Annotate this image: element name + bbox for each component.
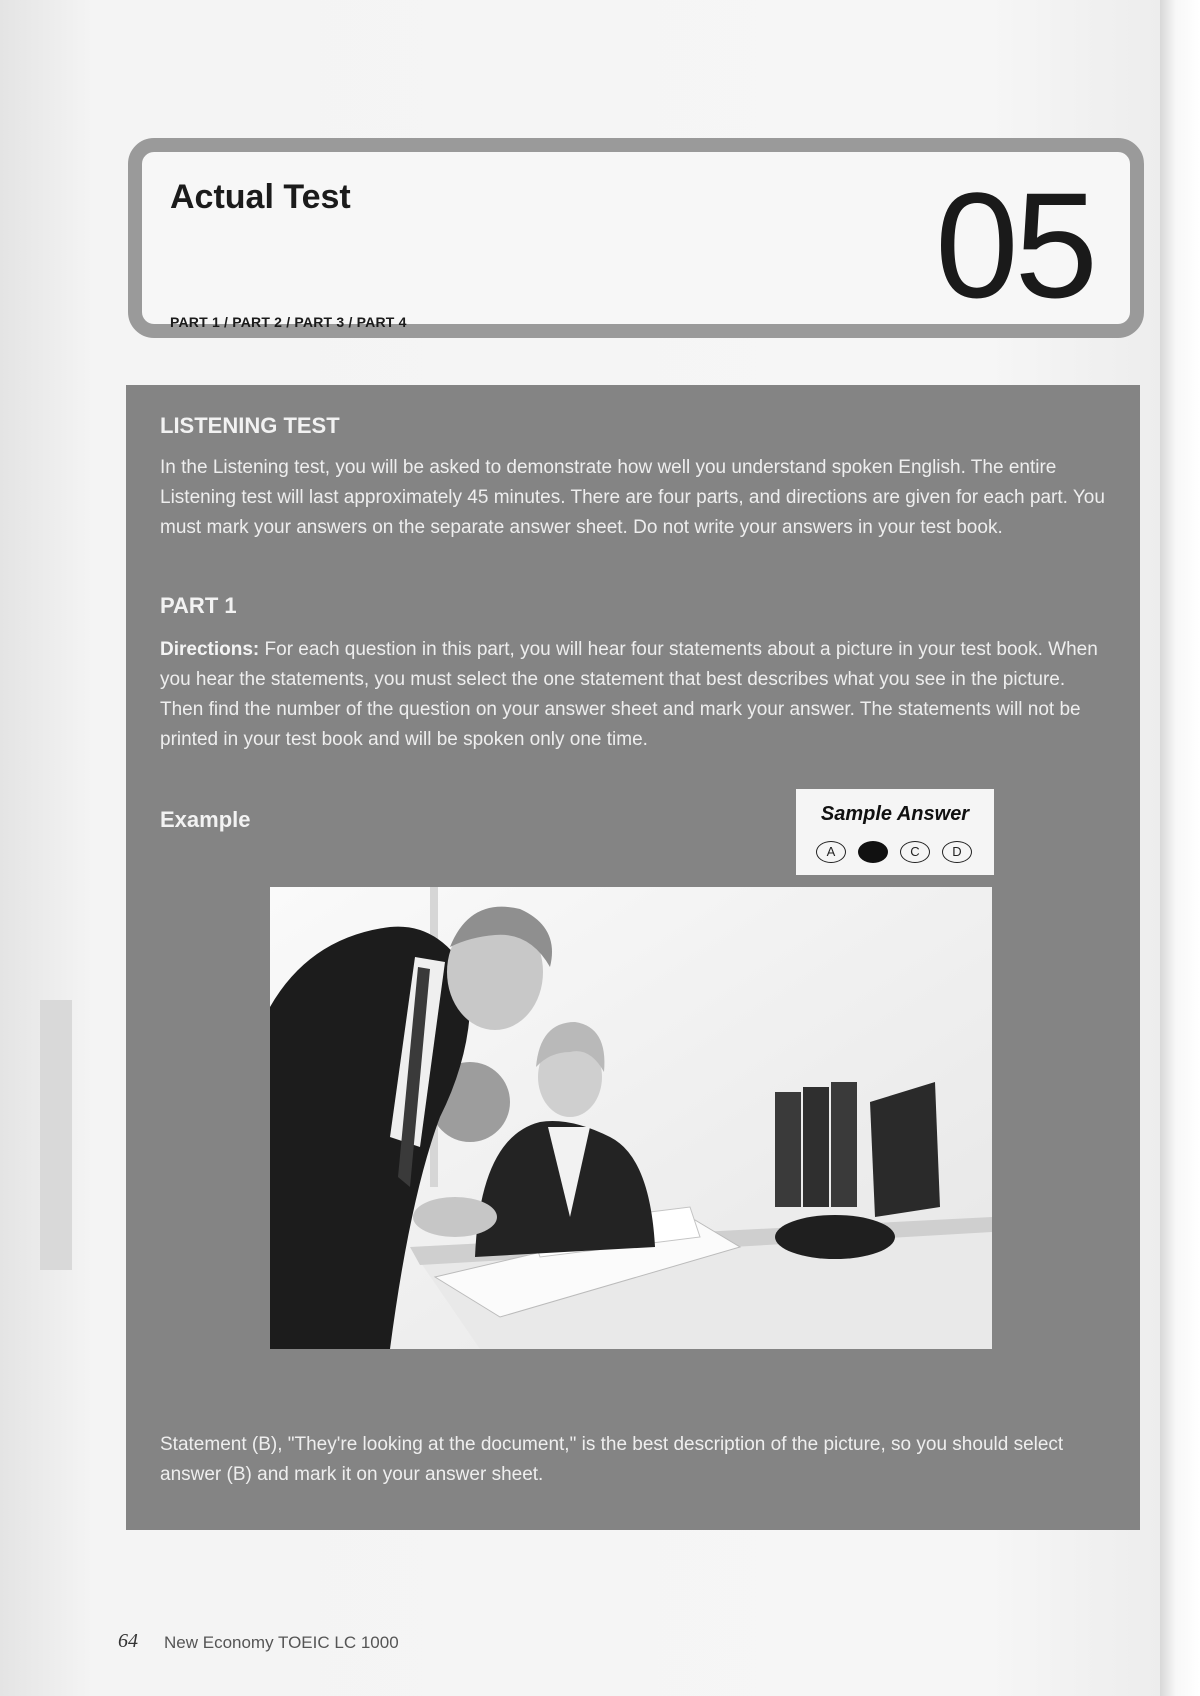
example-statement: Statement (B), "They're looking at the document," is the best description of the picture, so you should select answer (B) and mark it on your answer sheet. (160, 1434, 1064, 1485)
page-number: 64 (118, 1630, 138, 1652)
part1-directions (160, 635, 1110, 755)
sample-answer-title: Sample Answer (820, 803, 970, 825)
page-title: Actual Test (170, 178, 351, 216)
option-a-bubble: A (816, 841, 846, 863)
listening-heading: LISTENING TEST (160, 413, 340, 438)
book-title: New Economy TOEIC LC 1000 (164, 1633, 399, 1652)
page-edge (1160, 0, 1200, 1696)
directions-text: For each question in this part, you will hear four statements about a picture in your test book. When you hear the statements, you must select the one statement that best describes what you see in the picture. Then find the number of the question on your answer sheet and mark your answer. The statements will not be printed in your test book and will be spoken only one time. (160, 639, 1098, 750)
sample-answer-options (816, 841, 972, 863)
directions-label: Directions: (160, 639, 260, 660)
example-photo (270, 887, 992, 1349)
test-number: 05 (935, 161, 1094, 329)
test-panel (126, 385, 1140, 1530)
header-box (128, 138, 1144, 338)
parts-list: PART 1 / PART 2 / PART 3 / PART 4 (170, 314, 407, 330)
option-c-bubble: C (900, 841, 930, 863)
option-d-bubble: D (942, 841, 972, 863)
example-heading: Example (160, 807, 251, 832)
listening-body: In the Listening test, you will be asked to demonstrate how well you understand spoken English. The entire Listening test will last approximately 45 minutes. There are four parts, and directions are given for each part. You must mark your answers on the separate answer sheet. Do not write your answers in your test book. (160, 457, 1105, 538)
option-b-bubble-filled (858, 841, 888, 863)
side-tab (40, 1000, 72, 1270)
office-photo-illustration (270, 887, 992, 1349)
sample-answer-box (796, 789, 994, 875)
part1-heading: PART 1 (160, 593, 237, 618)
